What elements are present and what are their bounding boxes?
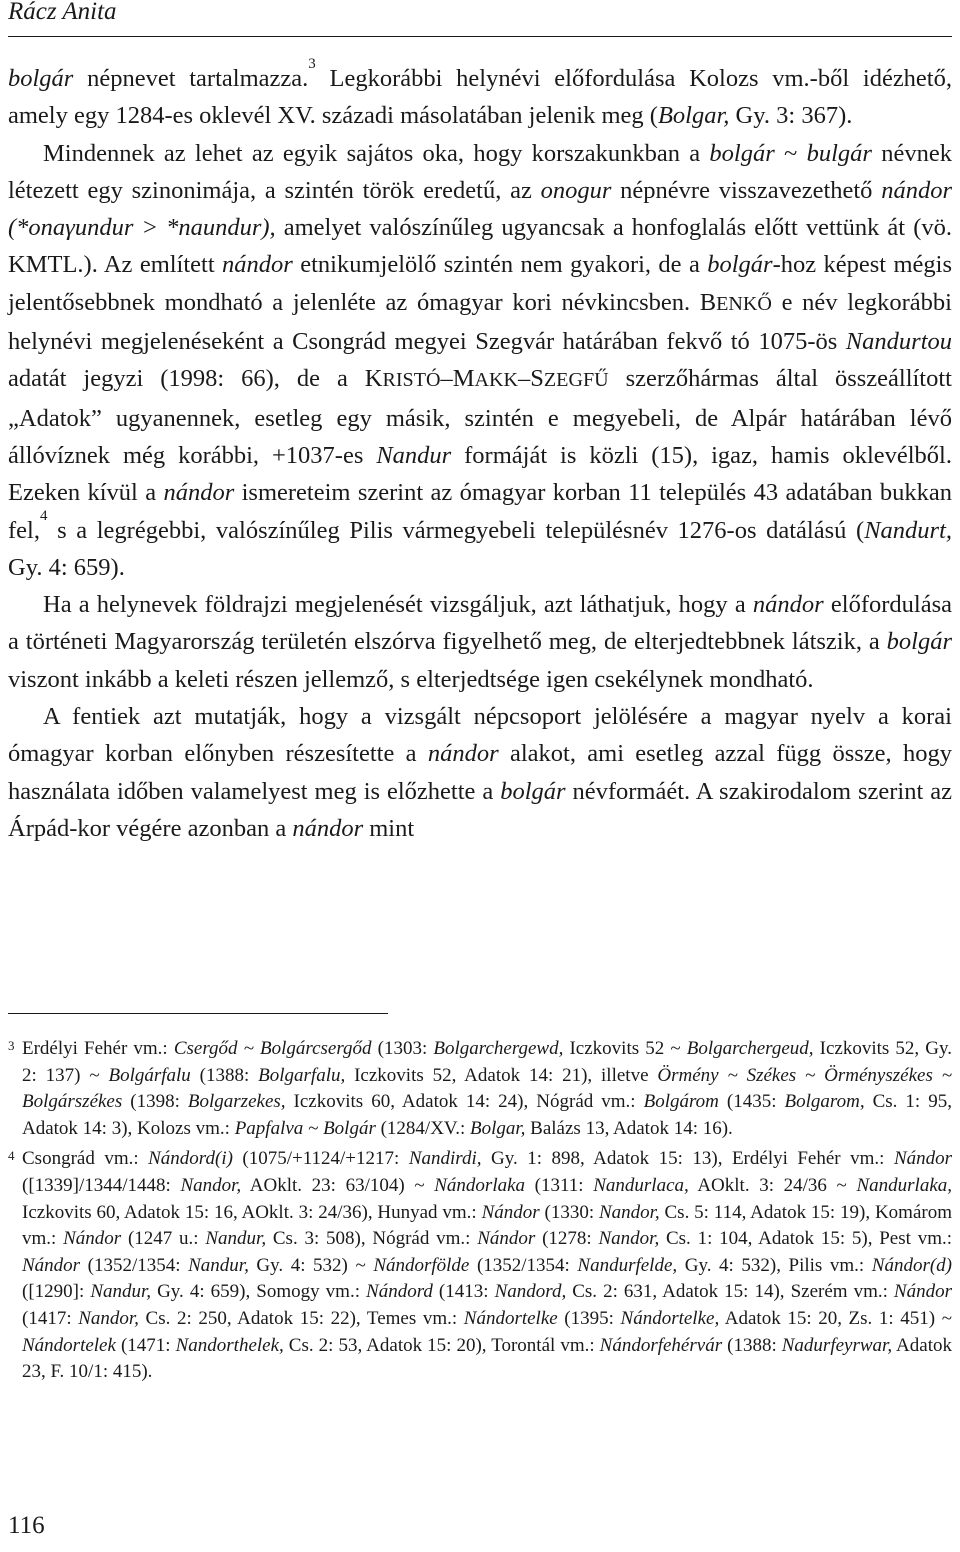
- footnote-text-run: Iczkovits 52 ~: [563, 1038, 687, 1059]
- footnote-italic-term: Bolgar,: [469, 1117, 526, 1139]
- footnote-italic-term: Nadurfeyrwar,: [781, 1334, 893, 1356]
- footnote-text-run: AOklt. 23: 63/104) ~: [241, 1174, 435, 1196]
- footnote-italic-term: Nándortelke,: [620, 1307, 720, 1329]
- footnote-italic-term: Nándor: [893, 1281, 952, 1303]
- footnote-italic-term: Bolgarzekes,: [187, 1091, 286, 1113]
- footnote-italic-term: Nandur,: [188, 1254, 249, 1276]
- text-run: A fentiek azt mutatják, hogy a vizsgált népcsoport jelölésére a magyar nyelv a korai ómagyar korban előnyben részesítette a: [8, 703, 952, 768]
- footnote-italic-term: Nándor: [481, 1201, 540, 1223]
- footnotes: [8, 1036, 952, 1390]
- text-run: előfordulása a történeti Magyarország területén elszórva figyelhető meg, de elterjedtebbnek látszik, a: [8, 591, 952, 656]
- footnote-text-run: (1471:: [115, 1334, 176, 1356]
- footnote-text-run: ([1339]/1344/1448:: [22, 1174, 181, 1196]
- footnote-italic-term: Bolgarom,: [784, 1091, 865, 1113]
- italic-term: nándor: [427, 740, 499, 768]
- italic-term: Nandur: [376, 441, 452, 469]
- footnote-italic-term: Nandurfelde,: [577, 1254, 678, 1276]
- italic-term: onogur: [540, 176, 612, 204]
- footnote-italic-term: Nandurlaca,: [593, 1174, 689, 1196]
- footnote-italic-term: Papfalva ~ Bolgár: [234, 1117, 376, 1139]
- text-run: formáját is közli (15), igaz, hamis oklevélből. Ezeken kívül a: [8, 441, 952, 507]
- author-dash: –: [440, 365, 453, 393]
- footnote-text-run: Cs. 1: 104, Adatok 15: 5), Pest vm.:: [659, 1228, 953, 1250]
- italic-term: nándor: [222, 251, 293, 279]
- footnote-italic-term: Csergőd ~ Bolgárcsergőd: [173, 1038, 372, 1059]
- footnote-text-run: (1413:: [432, 1281, 495, 1303]
- footnote-italic-term: Nandord,: [494, 1281, 567, 1303]
- footnote-text-run: Erdélyi Fehér vm.:: [22, 1038, 174, 1059]
- footnote-text-run: (1330:: [539, 1201, 599, 1223]
- footnote-text-run: (1075/+1124/+1217:: [232, 1148, 409, 1170]
- footnote-text-run: Cs. 2: 53, Adatok 15: 20), Torontál vm.:: [283, 1334, 600, 1356]
- footnote-text-run: (1388:: [722, 1334, 782, 1356]
- footnote-italic-term: Nandurlaka,: [856, 1174, 953, 1196]
- footnote-italic-term: Nándorfehérvár: [599, 1334, 723, 1356]
- footnote-text-run: Balázs 13, Adatok 14: 16).: [525, 1117, 733, 1139]
- footnote-text-run: (1284/XV.:: [375, 1117, 470, 1139]
- footnote-italic-term: Nandor,: [598, 1201, 660, 1223]
- italic-term: Nandurt,: [864, 516, 952, 544]
- footnote-text-run: Gy. 4: 659), Somogy vm.:: [151, 1281, 367, 1303]
- author-rest: ZEGFŰ: [543, 369, 609, 392]
- text-run: népnevet tartalmazza.: [73, 65, 309, 92]
- footnote-italic-term: Nandor,: [598, 1228, 660, 1250]
- footnote-text-run: Gy. 1: 898, Adatok 15: 13), Erdélyi Fehér vm.:: [481, 1148, 894, 1170]
- footnote-text-run: Csongrád vm.:: [22, 1148, 149, 1170]
- italic-term: nándor (*onaγundur > *naundur),: [8, 176, 952, 242]
- text-run: amelyet valószínűleg ugyancsak a honfoglalás előtt vettünk át (vö. KMTL.). Az említett: [8, 214, 952, 279]
- footnote-text-run: ([1290]:: [22, 1281, 91, 1303]
- footnote-text-run: Cs. 2: 631, Adatok 15: 14), Szerém vm.:: [566, 1281, 894, 1303]
- footnote-italic-term: Bolgarchergewd,: [433, 1038, 564, 1059]
- author-smallcaps: [700, 289, 772, 316]
- footnote-text-run: Cs. 5: 114, Adatok 15: 19), Komárom vm.:: [22, 1201, 952, 1250]
- footnote-text-run: Cs. 1: 95, Adatok 14: 3), Kolozs vm.:: [22, 1091, 952, 1139]
- footnote-text-run: Iczkovits 52, Adatok 14: 21), illetve: [345, 1064, 658, 1086]
- paragraph-1: [8, 56, 952, 135]
- footnote-ref-3: 3: [308, 56, 316, 72]
- footnote-text-run: (1352/1354:: [469, 1254, 578, 1276]
- footnote-text: [22, 1148, 952, 1382]
- author-dash: –: [518, 365, 531, 393]
- footnote-text-run: Iczkovits 52, Gy. 2: 137) ~: [22, 1038, 953, 1086]
- author-initial: B: [699, 288, 717, 316]
- footnote-text-run: (1278:: [535, 1228, 599, 1250]
- text-run: ismereteim szerint az ómagyar korban 11 település 43 adatában bukkan fel,: [8, 479, 952, 544]
- footnote-text-run: (1395:: [557, 1307, 621, 1329]
- paragraph-4: [8, 698, 952, 847]
- footnote-number: 3: [8, 1038, 15, 1053]
- text-run: névformáét. A szakirodalom szerint az Árpád-kor végére azonban a: [8, 777, 952, 842]
- footnote-italic-term: Bolgarfalu,: [258, 1064, 346, 1086]
- italic-term: nándor: [163, 479, 235, 507]
- footnote-text-run: (1247 u.:: [121, 1228, 206, 1250]
- footnote-text-run: Iczkovits 60, Adatok 15: 16, AOklt. 3: 24/36), Hunyad vm.:: [22, 1201, 482, 1223]
- footnote-text-run: (1417:: [22, 1307, 79, 1329]
- author-rest: ENKŐ: [716, 292, 772, 315]
- author-initial: S: [530, 365, 544, 393]
- italic-term: bolgár: [500, 777, 566, 805]
- running-head-author: Rácz Anita: [8, 0, 117, 25]
- text-run: alakot, ami esetleg azzal függ össze, hogy használata időben valamelyest meg is előzhette a: [8, 740, 952, 805]
- footnote-italic-term: Nandor,: [78, 1307, 139, 1329]
- footnote-italic-term: Nándor(d): [871, 1254, 953, 1276]
- italic-term: bolgár: [709, 139, 775, 167]
- footnote-text-run: Gy. 4: 532), Pilis vm.:: [677, 1254, 872, 1276]
- footnote-italic-term: Nandur,: [205, 1228, 267, 1250]
- text-run: szerzőhármas által összeállított „Adatok” ugyanennek, esetleg egy másik, szintén e megyebeli, de Alpár határában lévő állóvíznek még korábbi, +1037-es: [8, 365, 952, 469]
- text-run: -hoz képest mégis jelentősebbnek mondható a jelenléte az ómagyar kori névkincsben.: [8, 251, 952, 316]
- paragraph-3: [8, 586, 952, 698]
- italic-term: bolgár: [8, 65, 74, 92]
- footnote-italic-term: Nándorfölde: [373, 1254, 470, 1276]
- footnote-italic-term: Nandur,: [90, 1281, 152, 1303]
- footnote-italic-term: Nándor: [893, 1148, 953, 1170]
- footnote-italic-term: Nándord(i): [148, 1148, 233, 1170]
- footnote-italic-term: Nándor: [63, 1228, 122, 1250]
- footnote-text-run: Iczkovits 60, Adatok 14: 24), Nógrád vm.:: [285, 1091, 644, 1113]
- text-run: ~: [774, 139, 807, 167]
- footnote-text-run: Cs. 3: 508), Nógrád vm.:: [266, 1228, 478, 1250]
- footnote-italic-term: Nandor,: [180, 1174, 242, 1196]
- text-run: Gy. 4: 659).: [8, 553, 125, 581]
- italic-term: bolgár: [886, 628, 952, 656]
- footnote-text-run: Gy. 4: 532) ~: [248, 1254, 374, 1276]
- footnote-text-run: AOklt. 3: 24/36 ~: [688, 1174, 857, 1196]
- footnote-text-run: Adatok 15: 20, Zs. 1: 451) ~: [719, 1307, 953, 1329]
- footnote-italic-term: Nándor: [22, 1254, 81, 1276]
- footnote-text-run: Adatok 23, F. 10/1: 415).: [22, 1334, 952, 1383]
- footnote-italic-term: Nándortelke: [463, 1307, 558, 1329]
- text-run: e név legkorábbi helynévi megjelenéseként a Csongrád megyei Szegvár határában fekvő tó 1075-ös: [8, 288, 952, 356]
- text-run: etnikumjelölő szintén nem gyakori, de a: [292, 251, 708, 279]
- footnote-text-run: (1311:: [525, 1174, 594, 1196]
- text-run: viszont inkább a keleti részen jellemző, s elterjedtsége igen csekélynek mondható.: [8, 665, 814, 693]
- footnote-italic-term: Nándord: [366, 1281, 433, 1303]
- footnote-italic-term: Nándortelek: [22, 1334, 116, 1356]
- author-rest: AKK: [474, 369, 519, 392]
- text-run: Legkorábbi helynévi előfordulása Kolozs vm.-ből idézhető, amely egy 1284-es oklevél XV. századi másolatában jelenik meg (: [8, 65, 952, 130]
- footnote-3: [8, 1036, 952, 1142]
- footnote-number: 4: [8, 1148, 15, 1164]
- footnote-text-run: (1352/1354:: [80, 1254, 189, 1276]
- paragraph-2: [8, 135, 952, 587]
- footnote-italic-term: Nandorthelek,: [175, 1334, 284, 1356]
- footnote-italic-term: Nandirdi,: [408, 1148, 482, 1170]
- text-run: s a legrégebbi, valószínűleg Pilis vármegyebeli településnév 1276-os datálású (: [47, 516, 865, 544]
- footnote-text-run: (1388:: [190, 1064, 259, 1086]
- text-run: mint: [363, 814, 415, 842]
- footnote-italic-term: Örmény ~ Székes ~ Örményszékes ~ Bolgárszékes: [22, 1064, 952, 1113]
- italic-term: bolgár: [707, 251, 773, 279]
- text-run: névnek létezett egy szinonimája, a szintén török eredetű, az: [8, 139, 952, 204]
- italic-term: Nandurtou: [845, 328, 952, 356]
- text-run: Mindennek az lehet az egyik sajátos oka, hogy korszakunkban a: [43, 139, 710, 167]
- italic-term: nándor: [752, 591, 824, 619]
- footnote-italic-term: Bolgarchergeud,: [686, 1038, 814, 1059]
- footnote-italic-term: Nándor: [477, 1228, 536, 1250]
- footnote-text-run: (1398:: [122, 1091, 188, 1113]
- author-initial: K: [364, 365, 383, 393]
- footnote-4: [8, 1146, 952, 1385]
- author-smallcaps: [365, 365, 609, 392]
- page-number: 116: [8, 1512, 45, 1539]
- footnote-text-run: (1303:: [371, 1038, 434, 1059]
- footnote-italic-term: Bolgárfalu: [108, 1064, 191, 1086]
- footnote-text: [22, 1038, 952, 1139]
- author-rest: RISTÓ: [382, 369, 441, 392]
- footnote-text-run: Cs. 2: 250, Adatok 15: 22), Temes vm.:: [138, 1307, 464, 1329]
- footnote-italic-term: Nándorlaka: [434, 1174, 526, 1196]
- italic-term: bulgár: [806, 139, 872, 167]
- text-run: adatát jegyzi (1998: 66), de a: [8, 365, 365, 393]
- footnote-italic-term: Bolgárom: [643, 1091, 719, 1113]
- footnote-ref-4: 4: [39, 507, 48, 524]
- text-run: Ha a helynevek földrajzi megjelenését vizsgáljuk, azt láthatjuk, hogy a: [43, 591, 753, 619]
- italic-term: Bolgar,: [657, 102, 730, 130]
- text-run: népnévre visszavezethető: [611, 176, 882, 204]
- main-text: [8, 56, 952, 847]
- author-initial: M: [452, 365, 475, 393]
- header-rule: [8, 36, 952, 37]
- footnote-rule: [8, 1013, 388, 1014]
- italic-term: nándor: [292, 814, 364, 842]
- footnote-text-run: (1435:: [718, 1091, 785, 1113]
- text-run: Gy. 3: 367).: [729, 102, 853, 130]
